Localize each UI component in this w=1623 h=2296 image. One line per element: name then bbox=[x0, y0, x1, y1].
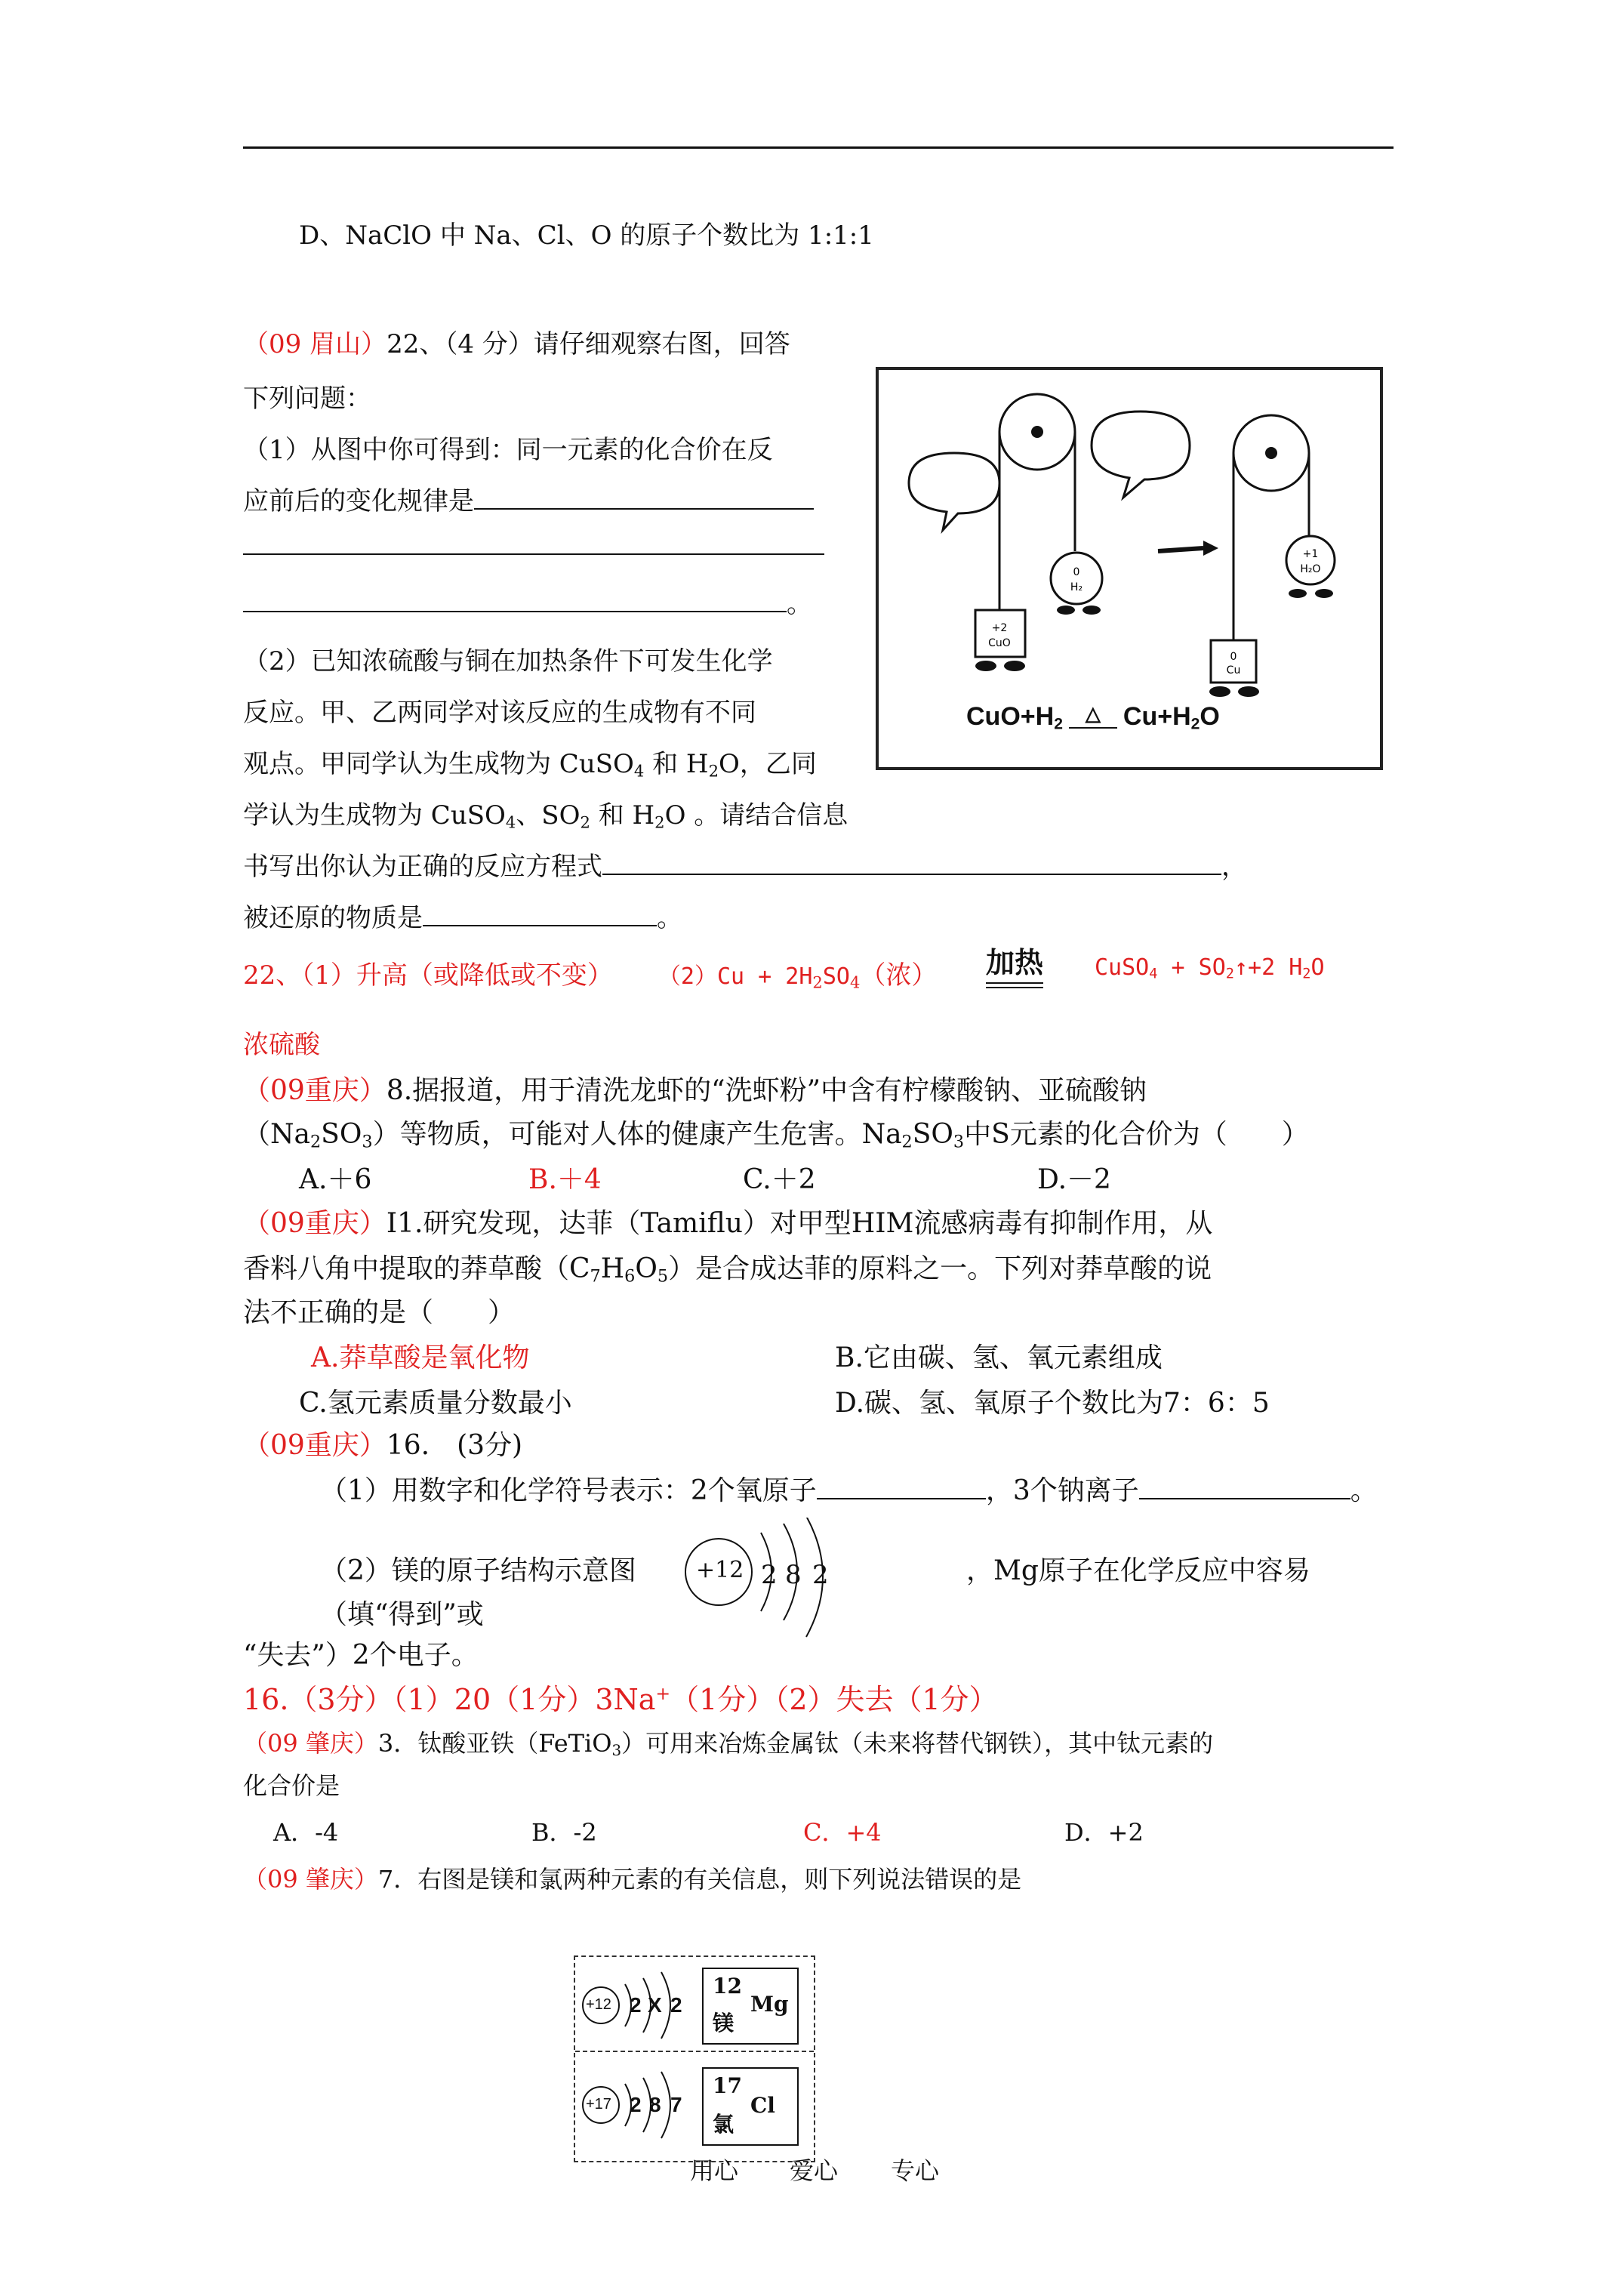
cl-element-card bbox=[702, 2067, 799, 2146]
mg-element-card bbox=[702, 1968, 799, 2045]
q11-line1 bbox=[243, 1202, 1212, 1240]
q22-ans-c5: ↑+2 H bbox=[1233, 954, 1303, 981]
q22-l7d: 2 bbox=[708, 761, 719, 781]
eq-triangle: △ bbox=[1085, 702, 1101, 725]
q11-l2d: 6 bbox=[624, 1266, 636, 1287]
q8-option-b: B.＋4 bbox=[528, 1164, 602, 1195]
q11-l2f: 5 bbox=[657, 1266, 669, 1287]
mg-shell-1: 2 bbox=[761, 1560, 778, 1590]
q22-ans-b4: 4 bbox=[849, 972, 861, 992]
svg-text:CuO: CuO bbox=[988, 637, 1011, 649]
q11-tag: （09重庆） bbox=[243, 1208, 387, 1239]
q22-ans-c6: 2 bbox=[1302, 966, 1311, 982]
q3-line2: 化合价是 bbox=[243, 1771, 340, 1800]
mg-atom-structure bbox=[679, 1518, 861, 1661]
q22-ans-a: 22、（1）升高（或降低或不变） bbox=[243, 960, 613, 991]
mg-atomic-number: 12 bbox=[713, 1974, 742, 1999]
cl-atomic-number: 17 bbox=[713, 2073, 742, 2098]
q22-head-text: 22、（4 分）请仔细观察右图，回答 bbox=[387, 329, 790, 359]
q16-line3: （填“得到”或 bbox=[320, 1599, 484, 1630]
answer-blank-oxygen[interactable] bbox=[817, 1497, 986, 1499]
eq-b3: O bbox=[1200, 702, 1220, 731]
q8-l2d: 3 bbox=[362, 1132, 373, 1152]
q8-line1 bbox=[243, 1069, 1147, 1108]
answer-blank-1[interactable] bbox=[474, 507, 814, 510]
q22-l9: 书写出你认为正确的反应方程式 bbox=[243, 852, 602, 882]
q11-l1: I1.研究发现，达菲（Tamiflu）对甲型HIM流感病毒有抑制作用，从 bbox=[386, 1208, 1213, 1239]
cl-name: 氯 bbox=[713, 2112, 735, 2137]
q11-l2b: 7 bbox=[590, 1266, 601, 1287]
q22-line3 bbox=[243, 480, 814, 517]
heat-condition bbox=[986, 939, 1043, 988]
q11-l2g: ）是合成达菲的原料之一。下列对莽草酸的说 bbox=[668, 1253, 1212, 1284]
q8-l1: 8.据报道，用于清洗龙虾的“洗虾粉”中含有柠檬酸钠、亚硫酸钠 bbox=[386, 1075, 1147, 1106]
q16-answer bbox=[243, 1676, 998, 1718]
q16-l1b: ，3个钠离子 bbox=[985, 1475, 1139, 1506]
q22-l8d: 2 bbox=[580, 812, 590, 832]
answer-blank-5[interactable] bbox=[423, 924, 657, 926]
heat-label: 加热 bbox=[986, 945, 1044, 979]
q8-l2f: 2 bbox=[901, 1132, 913, 1152]
q22-ans-b5: （浓） bbox=[860, 960, 938, 991]
cl-small-e2: 8 bbox=[649, 2093, 661, 2116]
q22-line1: 下列问题： bbox=[243, 384, 371, 414]
redox-pulley-figure bbox=[876, 367, 1383, 770]
q22-line10 bbox=[243, 846, 1247, 883]
q3-option-c: C．+4 bbox=[803, 1818, 882, 1847]
q16-head-text: 16. (3分) bbox=[386, 1430, 523, 1461]
q22-line8 bbox=[243, 743, 817, 780]
q22-line7: 反应。甲、乙两同学对该反应的生成物有不同 bbox=[243, 698, 756, 728]
q22-l10: 被还原的物质是 bbox=[243, 903, 423, 933]
q3-line1 bbox=[243, 1724, 1213, 1759]
q8-l2e: ）等物质，可能对人体的健康产生危害。Na bbox=[372, 1119, 902, 1150]
q3-tag: （09 肇庆） bbox=[243, 1729, 378, 1758]
eq-b: Cu+H bbox=[1123, 702, 1191, 731]
q3-l1c: ）可用来冶炼金属钛（未来将替代钢铁），其中钛元素的 bbox=[621, 1729, 1214, 1758]
q11-option-b: B.它由碳、氢、氧元素组成 bbox=[835, 1342, 1163, 1373]
q22-ans-c: CuSO bbox=[1095, 954, 1150, 981]
q16-head bbox=[243, 1424, 522, 1462]
mg-nucleus: +12 bbox=[696, 1557, 744, 1583]
answer-blank-3[interactable] bbox=[243, 610, 787, 612]
q22-line4 bbox=[243, 532, 824, 562]
eq-a: CuO+H bbox=[966, 702, 1055, 731]
q7-l1: 7．右图是镁和氯两种元素的有关信息，则下列说法错误的是 bbox=[377, 1865, 1022, 1894]
svg-text:H₂O: H₂O bbox=[1300, 563, 1321, 575]
figure-equation bbox=[966, 702, 1220, 732]
q8-l2b: 2 bbox=[310, 1132, 322, 1152]
eq-a2: 2 bbox=[1054, 715, 1063, 733]
footer-text-2: 爱心 bbox=[790, 2156, 839, 2185]
q3-l1a: 3．钛酸亚铁（FeTiO bbox=[377, 1729, 612, 1758]
mg-name: 镁 bbox=[713, 2011, 735, 2036]
q3-option-d: D．+2 bbox=[1064, 1818, 1144, 1847]
q22-ans-c7: O bbox=[1310, 954, 1325, 981]
q22-l8g: O 。请结合信息 bbox=[664, 800, 848, 831]
q22-line9 bbox=[243, 794, 848, 831]
q22-line3-text: 应前后的变化规律是 bbox=[243, 486, 474, 516]
q11-option-a: A.莽草酸是氧化物 bbox=[311, 1342, 530, 1373]
q22-l10-end: 。 bbox=[657, 903, 682, 933]
q16-line4: “失去”）2个电子。 bbox=[243, 1640, 479, 1671]
svg-text:0: 0 bbox=[1073, 566, 1080, 578]
mg-shell-2: 8 bbox=[785, 1560, 802, 1590]
q11-line2 bbox=[243, 1247, 1212, 1286]
q7-tag: （09 肇庆） bbox=[243, 1865, 378, 1894]
q22-ans-b3: SO bbox=[822, 963, 850, 990]
cl-small-nucleus: +17 bbox=[586, 2096, 611, 2113]
mg-small-e1: 2 bbox=[630, 1993, 642, 2017]
svg-text:H₂: H₂ bbox=[1070, 581, 1083, 593]
q22-l9-end: ， bbox=[1221, 852, 1247, 882]
footer-text-3: 专心 bbox=[891, 2156, 940, 2185]
q22-l7a: 观点。甲同学认为生成物为 CuSO bbox=[243, 749, 634, 779]
q3-option-b: B．-2 bbox=[531, 1818, 597, 1847]
q22-l8a: 学认为生成物为 CuSO bbox=[243, 800, 506, 831]
q22-ans-c2: 4 bbox=[1149, 966, 1158, 982]
mg-small-e3: 2 bbox=[670, 1993, 682, 2017]
q16-ans-b: （1分）（2）失去（1分） bbox=[670, 1683, 998, 1716]
q22-l7c: 和 H bbox=[644, 749, 709, 779]
option-d-line: D、NaClO 中 Na、Cl、O 的原子个数比为 1:1:1 bbox=[299, 220, 874, 251]
q3-l1b: 3 bbox=[611, 1741, 622, 1759]
q8-option-c: C.＋2 bbox=[743, 1164, 816, 1195]
eq-b2: 2 bbox=[1190, 715, 1200, 733]
q8-l2a: （Na bbox=[243, 1119, 310, 1150]
q11-option-c: C.氢元素质量分数最小 bbox=[299, 1388, 572, 1419]
element-info-figure bbox=[574, 1955, 815, 2162]
element-info-divider bbox=[575, 2051, 814, 2052]
q11-l2a: 香料八角中提取的莽草酸（C bbox=[243, 1253, 590, 1284]
q22-l8e: 和 H bbox=[590, 800, 655, 831]
q16-line2b: ，Mg原子在化学反应中容易 bbox=[966, 1555, 1310, 1586]
q22-l8b: 4 bbox=[505, 812, 516, 832]
mg-small-e2: X bbox=[648, 1993, 662, 2017]
svg-text:Cu: Cu bbox=[1226, 664, 1241, 676]
footer-text-1: 用心 bbox=[690, 2156, 739, 2185]
q16-line1 bbox=[320, 1469, 1378, 1508]
q8-option-d: D.－2 bbox=[1037, 1164, 1111, 1195]
q22-answer bbox=[243, 954, 937, 991]
q8-l2i: 中S元素的化合价为（ ） bbox=[964, 1119, 1309, 1150]
q22-l7e: O，乙同 bbox=[719, 749, 817, 779]
q8-option-a: A.＋6 bbox=[299, 1164, 372, 1195]
q22-line5 bbox=[243, 583, 812, 620]
cl-symbol: Cl bbox=[750, 2093, 775, 2118]
mg-shell-3: 2 bbox=[812, 1560, 829, 1590]
q8-line2 bbox=[243, 1113, 1309, 1151]
q22-tag: （09 眉山） bbox=[243, 329, 387, 359]
svg-text:+2: +2 bbox=[991, 622, 1008, 634]
cl-small-e1: 2 bbox=[630, 2093, 642, 2116]
answer-blank-4[interactable] bbox=[602, 873, 1221, 875]
q7-line1 bbox=[243, 1860, 1021, 1895]
q16-ans-a: 16.（3分）（1）20（1分）3Na bbox=[243, 1683, 656, 1716]
q22-ans-b: （2）Cu + 2H bbox=[658, 963, 813, 990]
q16-l1c: 。 bbox=[1350, 1475, 1378, 1506]
q8-tag: （09重庆） bbox=[243, 1075, 387, 1106]
svg-text:+1: +1 bbox=[1302, 548, 1319, 560]
q22-answer-products bbox=[1095, 954, 1325, 981]
q3-option-a: A．-4 bbox=[273, 1818, 339, 1847]
q22-ans-c4: 2 bbox=[1225, 966, 1234, 982]
q8-l2h: 3 bbox=[953, 1132, 965, 1152]
q22-line2: （1）从图中你可得到：同一元素的化合价在反 bbox=[243, 435, 773, 465]
q16-line2a: （2）镁的原子结构示意图 bbox=[320, 1555, 636, 1586]
answer-blank-sodium[interactable] bbox=[1139, 1497, 1350, 1499]
header-rule bbox=[243, 146, 1394, 149]
q22-head bbox=[243, 323, 790, 360]
q11-line3: 法不正确的是（ ） bbox=[243, 1297, 516, 1328]
q16-tag: （09重庆） bbox=[243, 1430, 387, 1461]
q22-l8f: 2 bbox=[654, 812, 665, 832]
q22-line6: （2）已知浓硫酸与铜在加热条件下可发生化学 bbox=[243, 646, 773, 676]
q22-ans-b2: 2 bbox=[812, 972, 823, 992]
q22-ans-c3: + SO bbox=[1157, 954, 1226, 981]
answer-blank-2[interactable] bbox=[243, 553, 824, 555]
mg-small-nucleus: +12 bbox=[586, 1996, 611, 2013]
q8-l2g: SO bbox=[912, 1119, 953, 1150]
q11-l2e: O bbox=[635, 1253, 658, 1284]
q22-l7b: 4 bbox=[633, 761, 645, 781]
q11-l2c: H bbox=[600, 1253, 625, 1284]
q22-answer-reduced: 浓硫酸 bbox=[243, 1030, 320, 1060]
q11-option-d: D.碳、氢、氧原子个数比为7：6：5 bbox=[835, 1388, 1270, 1419]
q22-line5-end: 。 bbox=[787, 589, 812, 619]
q16-ans-sup: + bbox=[655, 1683, 671, 1705]
q16-l1a: （1）用数字和化学符号表示：2个氧原子 bbox=[320, 1475, 817, 1506]
q22-line11 bbox=[243, 897, 682, 934]
cl-small-e3: 7 bbox=[670, 2093, 682, 2116]
q8-l2c: SO bbox=[321, 1119, 362, 1150]
mg-symbol: Mg bbox=[750, 1992, 789, 2017]
q22-l8c: 、SO bbox=[516, 800, 581, 831]
svg-text:0: 0 bbox=[1230, 651, 1237, 663]
